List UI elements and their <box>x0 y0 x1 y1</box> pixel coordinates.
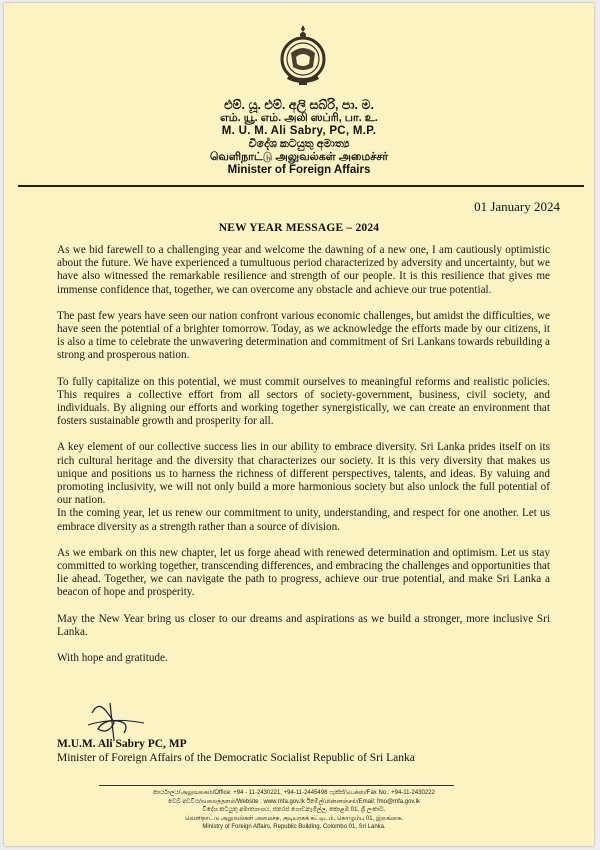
closing-line: With hope and gratitude. <box>57 652 168 665</box>
footer-address-english: Ministry of Foreign Affairs, Republic Building, Colombo 01, Sri Lanka. <box>202 824 386 831</box>
footer-address-tamil: வெளிநாட்டு அலுவல்கள் அமைச்சு, குடியரசுக் கட்டிடம், கொழும்பு 01, இலங்கை. <box>184 815 404 822</box>
sri-lanka-emblem-icon <box>279 23 327 89</box>
minister-name-sinhala: එම්. යූ. එම්. අලි සබ්රි, පා. ම. <box>224 98 374 112</box>
letter-title: NEW YEAR MESSAGE – 2024 <box>218 222 380 234</box>
signer-title: Minister of Foreign Affairs of the Democratic Socialist Republic of Sri Lanka <box>57 752 415 764</box>
minister-name-tamil: எம். யூ. எம். அலி ஸப்ரி, பா. உ. <box>220 112 378 124</box>
footer-address-sinhala: විදේශ කටයුතු අමාත්‍යාංශය, ජනරජ ගොඩනැගිල්ල, කොළඹ 01, ශ්‍රී ලංකාව. <box>202 807 386 814</box>
footer-contact-web: වෙබ් අඩවිය/வலைத்தளம்/Website : www.mfa.gov.lk ඊමේල්/மின்னஞ்சல்/Email: fmo@mfa.gov.lk <box>167 798 420 805</box>
letter-footer <box>64 789 524 832</box>
letter-date: 01 January 2024 <box>474 199 560 214</box>
paragraph: To fully capitalize on this potential, we must commit ourselves to meaningful reforms and realistic policies. This requires a collective effort from all sectors of society-government, business, civil society, and individuals. By aligning our efforts and working together synergistically, we can create an environment that fosters sustainable growth and prosperity for all. <box>57 375 550 428</box>
letterhead <box>4 99 594 177</box>
header-divider <box>18 185 584 187</box>
letter-page <box>4 3 594 846</box>
signer-name: M.U.M. Ali Sabry PC, MP <box>57 738 187 750</box>
minister-title-english: Minister of Foreign Affairs <box>227 164 371 176</box>
minister-name-english: M. U. M. Ali Sabry, PC, M.P. <box>221 125 377 137</box>
signature-icon <box>84 693 164 743</box>
letter-body <box>57 244 550 678</box>
paragraph: The past few years have seen our nation confront various economic challenges, but amidst the difficulties, we have seen the potential of a brighter tomorrow. Today, as we acknowledge the efforts made by our citizens, it is also a time to celebrate the unwavering determination and commitment of Sri Lankans towards rebuilding a strong and prosperous nation. <box>57 309 550 362</box>
footer-contact-phone: කාර්යාලය/அலுவலகம்/Office: +94 - 11-2430221, +94-11-2445498 ෆැක්ස්/பெக்ஸ்/Fax No.: +94-11-2430222 <box>153 790 435 796</box>
paragraph: May the New Year bring us closer to our dreams and aspirations as we build a stronger, more inclusive Sri Lanka. <box>57 612 550 638</box>
paragraph: As we bid farewell to a challenging year and welcome the dawning of a new one, I am cautiously optimistic about the future. We have experienced a tumultuous period characterized by adversity and uncertainty, but we have also witnessed the remarkable resilience and strength of our people. It is this resilience that gives me immense confidence that, together, we can overcome any obstacle and achieve our true potential. <box>57 244 550 296</box>
minister-title-sinhala: විදේශ කටයුතු අමාත්‍ය <box>248 138 350 150</box>
paragraph: A key element of our collective success lies in our ability to embrace diversity. Sri Lanka prides itself on its rich cultural heritage and the diversity that characterizes our society. It is this very diversity that makes us unique and positions us to harness the richness of different perspectives, talents, and ideas. By valuing and promoting inclusivity, we will not only build a more harmonious society but also unlock the full potential of our nation. <box>57 441 550 507</box>
footer-divider <box>99 785 454 786</box>
paragraph: As we embark on this new chapter, let us forge ahead with renewed determination and optimism. Let us stay committed to working together, transcending differences, and embracing the challenges and opportunities that lie ahead. Together, we can navigate the path to progress, achieve our true potential, and make Sri Lanka a beacon of hope and prosperity. <box>57 546 550 599</box>
minister-title-tamil: வெளிநாட்டு அலுவல்கள் அமைச்சர் <box>209 151 389 163</box>
signature-block <box>57 737 415 765</box>
paragraph: In the coming year, let us renew our commitment to unity, understanding, and respect for one another. Let us embrace diversity as a strength rather than a source of division. <box>57 507 550 533</box>
